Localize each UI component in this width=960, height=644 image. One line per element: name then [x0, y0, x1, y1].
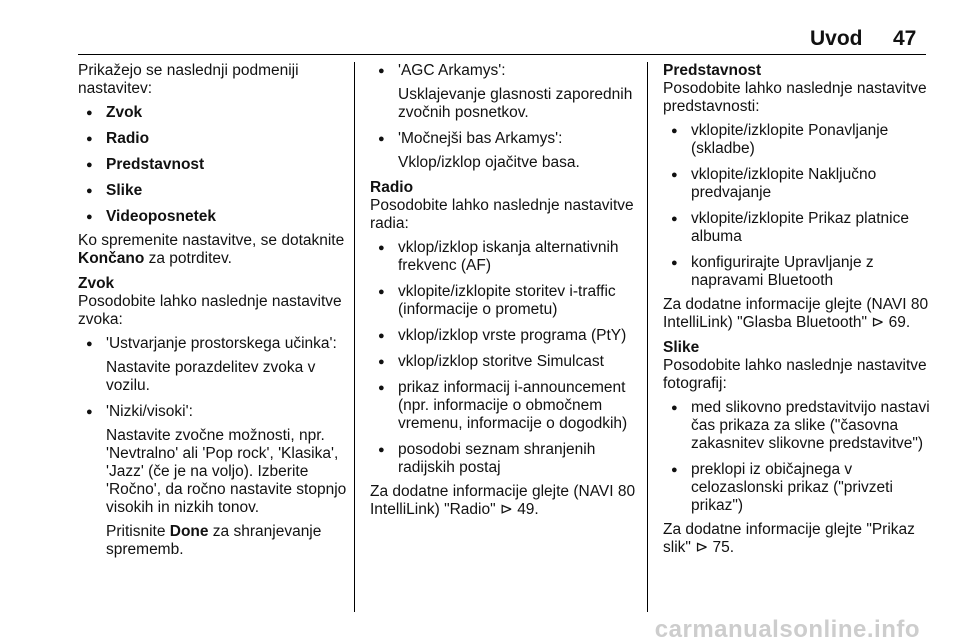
column-divider-2 — [647, 62, 648, 612]
list-item: ● vklopite/izklopite Ponavljanje (skladbe) — [663, 122, 935, 158]
list-item: ● Videoposnetek — [78, 208, 348, 226]
slike-heading: Slike — [663, 339, 700, 356]
radio-reference: Za dodatne informacije glejte (NAVI 80 IntelliLink) "Radio" ⊳ 49. — [370, 483, 636, 518]
list-item: ● med slikovno predstavitvijo nastavi čas prikaza za slike ("časovna zakasnitev slikovne predstavitve") — [663, 399, 935, 453]
list-item: ● vklopite/izklopite storitev i-traffic (informacije o prometu) — [370, 283, 640, 319]
list-item: ● posodobi seznam shranjenih radijskih postaj — [370, 441, 640, 477]
radio-intro: Posodobite lahko naslednje nastavitve radia: — [370, 197, 634, 232]
list-item: ● vklop/izklop storitve Simulcast — [370, 353, 640, 371]
list-item: ● Zvok — [78, 104, 348, 122]
list-item: ● preklopi iz običajnega v celozaslonski prikaz ("privzeti prikaz") — [663, 461, 935, 515]
predstavnost-intro: Posodobite lahko naslednje nastavitve predstavnosti: — [663, 80, 927, 115]
slike-intro: Posodobite lahko naslednje nastavitve fotografij: — [663, 357, 927, 392]
predstavnost-heading: Predstavnost — [663, 62, 762, 79]
zvok-intro: Posodobite lahko naslednje nastavitve zvoka: — [78, 293, 342, 328]
list-item: ● vklopite/izklopite Prikaz platnice albuma — [663, 210, 935, 246]
column-divider-1 — [354, 62, 355, 612]
zvok-heading: Zvok — [78, 275, 115, 292]
predstavnost-reference: Za dodatne informacije glejte (NAVI 80 IntelliLink) "Glasba Bluetooth" ⊳ 69. — [663, 296, 929, 331]
intro-text: Prikažejo se naslednji podmeniji nastavitev: — [78, 62, 299, 97]
watermark: carmanualsonline.info — [654, 616, 920, 643]
list-item: ● vklopite/izklopite Naključno predvajanje — [663, 166, 935, 202]
zvok-list-continued — [370, 62, 640, 172]
column-1 — [78, 62, 348, 559]
predstavnost-list — [663, 122, 935, 290]
column-3 — [663, 62, 935, 557]
list-item: ● konfigurirajte Upravljanje z napravami Bluetooth — [663, 254, 935, 290]
section-title: Uvod — [810, 27, 863, 50]
change-text: Ko spremenite nastavitve, se dotaknite Končano za potrditev. — [78, 232, 345, 267]
radio-list — [370, 239, 640, 477]
page-header — [0, 0, 960, 60]
list-item: ● 'Močnejši bas Arkamys': Vklop/izklop ojačitve basa. — [370, 130, 640, 172]
list-item: ● 'Nizki/visoki': Nastavite zvočne možnosti, npr. 'Nevtralno' ali 'Pop rock', 'Klasika', 'Jazz' (če je na voljo). Izberite 'Ročno', da ročno nastavite stopnjo visokih in nizkih tonov. Pritisnite Done za shranjevanje sprememb. — [78, 403, 348, 559]
slike-reference: Za dodatne informacije glejte "Prikaz slik" ⊳ 75. — [663, 521, 915, 556]
header-rule — [78, 54, 926, 55]
list-item: ● prikaz informacij i-announcement (npr. informacije o območnem vremenu, informacije o dogodkih) — [370, 379, 640, 433]
column-2 — [370, 62, 640, 519]
list-item: ● Radio — [78, 130, 348, 148]
list-item: ● Slike — [78, 182, 348, 200]
list-item: ● 'Ustvarjanje prostorskega učinka': Nastavite porazdelitev zvoka v vozilu. — [78, 335, 348, 395]
list-item: ● vklop/izklop iskanja alternativnih frekvenc (AF) — [370, 239, 640, 275]
submenu-list — [78, 104, 348, 226]
radio-heading: Radio — [370, 179, 414, 196]
page-number: 47 — [893, 27, 917, 50]
list-item: ● vklop/izklop vrste programa (PtY) — [370, 327, 640, 345]
slike-list — [663, 399, 935, 515]
list-item: ● Predstavnost — [78, 156, 348, 174]
list-item: ● 'AGC Arkamys': Usklajevanje glasnosti zaporednih zvočnih posnetkov. — [370, 62, 640, 122]
zvok-list — [78, 335, 348, 559]
